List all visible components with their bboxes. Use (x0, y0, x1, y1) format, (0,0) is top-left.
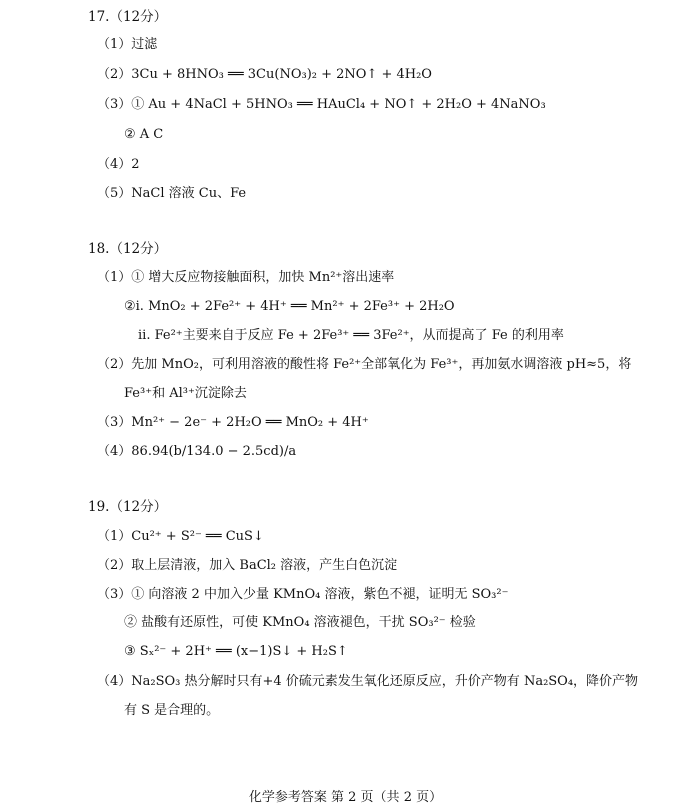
question-19-header: 19.（12分） (88, 499, 168, 515)
answer-line: Fe³⁺和 Al³⁺沉淀除去 (124, 386, 247, 401)
answer-line: （2）3Cu + 8HNO₃ ══ 3Cu(NO₃)₂ + 2NO↑ + 4H₂O (97, 67, 432, 82)
answer-line: （4）2 (97, 157, 140, 172)
answer-line: 有 S 是合理的。 (124, 703, 220, 718)
answer-line: （4）Na₂SO₃ 热分解时只有+4 价硫元素发生氧化还原反应，升价产物有 Na₂SO₄，降价产物 (97, 674, 639, 689)
answer-line: （5）NaCl 溶液 Cu、Fe (97, 186, 247, 201)
page-footer: 化学参考答案 第 2 页（共 2 页） (248, 790, 443, 805)
answer-line: （1）Cu²⁺ + S²⁻ ══ CuS↓ (97, 529, 264, 544)
answer-line: ③ Sₓ²⁻ + 2H⁺ ══ (x−1)S↓ + H₂S↑ (124, 644, 348, 659)
answer-line: ② 盐酸有还原性，可使 KMnO₄ 溶液褪色，干扰 SO₃²⁻ 检验 (124, 615, 476, 630)
answer-line: （4）86.94(b/134.0 − 2.5cd)/a (97, 444, 297, 459)
answer-line: ②ⅰ. MnO₂ + 2Fe²⁺ + 4H⁺ ══ Mn²⁺ + 2Fe³⁺ + 2H₂O (124, 299, 455, 314)
answer-line: （1）过滤 (97, 37, 158, 52)
answer-line: （3）① Au + 4NaCl + 5HNO₃ ══ HAuCl₄ + NO↑ + 2H₂O + 4NaNO₃ (97, 97, 546, 112)
question-18-header: 18.（12分） (88, 241, 168, 257)
answer-line: ② A C (124, 127, 164, 142)
answer-line: （2）取上层清液，加入 BaCl₂ 溶液，产生白色沉淀 (97, 558, 398, 573)
answer-line: ⅱ. Fe²⁺主要来自于反应 Fe + 2Fe³⁺ ══ 3Fe²⁺，从而提高了 Fe 的利用率 (138, 328, 564, 343)
question-17-header: 17.（12分） (88, 9, 168, 25)
answer-line: （3）① 向溶液 2 中加入少量 KMnO₄ 溶液，紫色不褪，证明无 SO₃²⁻ (97, 587, 509, 602)
answer-line: （3）Mn²⁺ − 2e⁻ + 2H₂O ══ MnO₂ + 4H⁺ (97, 415, 369, 430)
answer-line: （2）先加 MnO₂，可利用溶液的酸性将 Fe²⁺全部氧化为 Fe³⁺，再加氨水调溶液 pH≈5，将 (97, 357, 632, 372)
answer-line: （1）① 增大反应物接触面积，加快 Mn²⁺溶出速率 (97, 270, 395, 285)
